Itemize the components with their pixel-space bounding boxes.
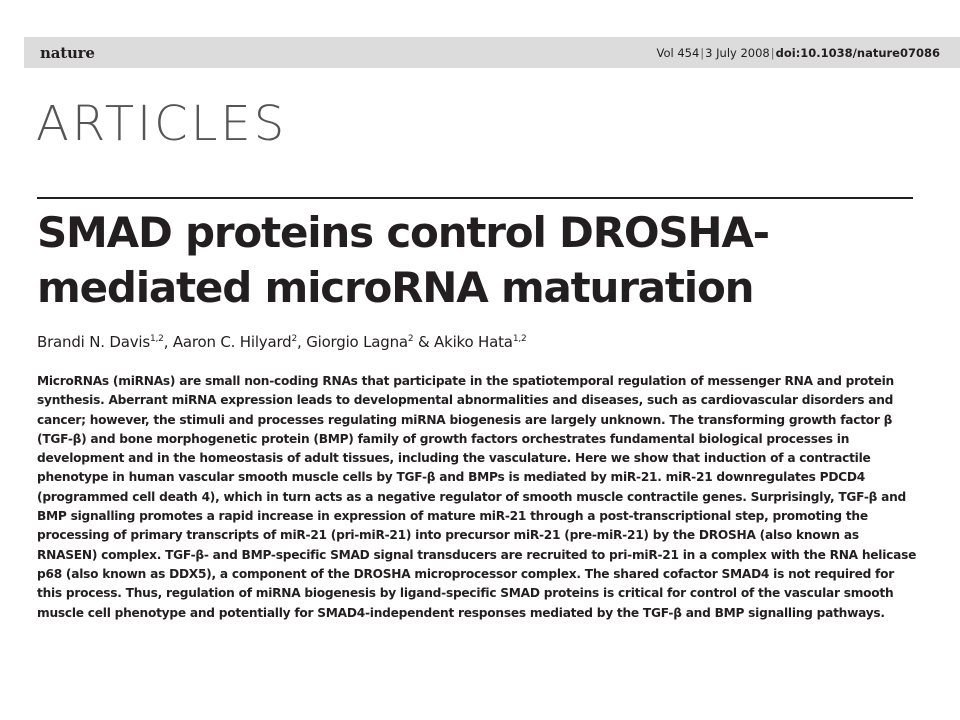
citation-line [656,46,940,60]
author-separator: , [297,333,307,351]
doi: doi:10.1038/nature07086 [775,46,940,60]
author [173,333,306,351]
volume: Vol 454 [656,46,700,60]
author-affiliation: 2 [407,334,414,344]
author-affiliation: 2 [291,334,298,344]
author-name: Giorgio Lagna [306,333,408,351]
author-separator: , [163,333,173,351]
author [37,333,173,351]
article-title: SMAD proteins control DROSHA-mediated microRNA maturation [37,208,769,312]
separator: | [770,46,775,60]
abstract: MicroRNAs (miRNAs) are small non-coding RNAs that participate in the spatiotemporal regulation of messenger RNA and protein synthesis. Aberrant miRNA expression leads to developmental abnormalities and diseases, such as cardiovascular disorders and cancer; however, the stimuli and processes regulating miRNA biogenesis are largely unknown. The transforming growth factor β (TGF-β) and bone morphogenetic protein (BMP) family of growth factors orchestrates fundamental biological processes in development and in the homeostasis of adult tissues, including the vasculature. Here we show that induction of a contractile phenotype in human vascular smooth muscle cells by TGF-β and BMPs is mediated by miR-21. miR-21 downregulates PDCD4 (programmed cell death 4), which in turn acts as a negative regulator of smooth muscle contractile genes. Surprisingly, TGF-β and BMP signalling promotes a rapid increase in expression of mature miR-21 through a post-transcriptional step, promoting the processing of primary transcripts of miR-21 (pri-miR-21) into precursor miR-21 (pre-miR-21) by the DROSHA (also known as RNASEN) complex. TGF-β- and BMP-specific SMAD signal transducers are recruited to pri-miR-21 in a complex with the RNA helicase p68 (also known as DDX5), a component of the DROSHA microprocessor complex. The shared cofactor SMAD4 is not required for this process. Thus, regulation of miRNA biogenesis by ligand-specific SMAD proteins is critical for control of the vascular smooth muscle cell phenotype and potentially for SMAD4-independent responses mediated by the TGF-β and BMP signalling pathways. [37,374,917,620]
author-affiliation: 1,2 [512,334,527,344]
author-name: Aaron C. Hilyard [172,333,292,351]
author-list [37,333,917,351]
section-heading: ARTICLES [36,96,288,152]
author-separator: & [413,333,435,351]
title-rule [37,197,913,199]
separator: | [700,46,705,60]
author-name: Brandi N. Davis [37,333,150,351]
author [434,333,526,351]
journal-name: nature [40,44,95,62]
author-name: Akiko Hata [434,333,513,351]
author [306,333,434,351]
issue-date: 3 July 2008 [705,46,770,60]
author-affiliation: 1,2 [149,334,164,344]
journal-header-bar [24,37,960,68]
